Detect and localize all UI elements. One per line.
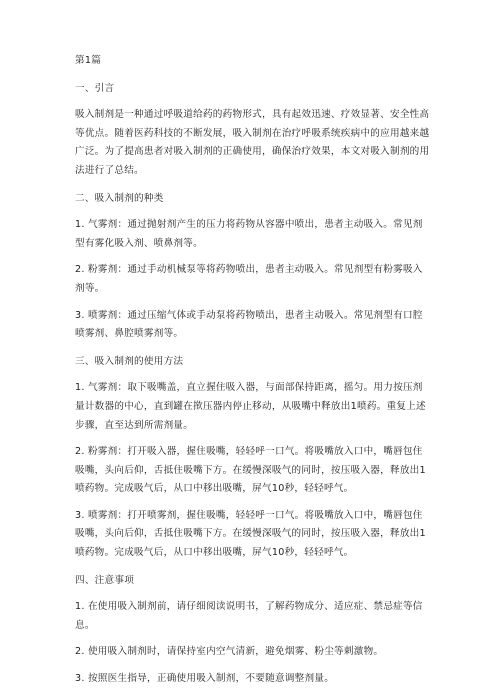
paragraph-line: 吸嘴，头向后仰，舌抵住吸嘴下方。在缓慢深吸气的同时，按压吸入器，释放出1 xyxy=(75,528,426,540)
paragraph-line: 3. 喷雾剂：打开喷雾剂，握住吸嘴，轻轻呼一口气。将吸嘴放入口中，嘴唇包住 xyxy=(75,509,423,521)
paragraph xyxy=(75,307,435,344)
section-heading: 二、吸入制剂的种类 xyxy=(75,192,164,204)
paragraph-line: 3. 按照医生指导，正确使用吸入制剂，不要随意调整剂量。 xyxy=(75,673,335,685)
paragraph-line: 步骤，直至达到所需剂量。 xyxy=(75,419,194,431)
paragraph-line: 广泛。为了提高患者对吸入制剂的正确使用，确保治疗效果，本文对吸入制剂的用 xyxy=(75,146,430,158)
paragraph-line: 法进行了总结。 xyxy=(75,164,144,176)
document-label: 第1篇 xyxy=(75,55,102,66)
document-page xyxy=(75,52,435,689)
paragraph-line: 等优点。随着医药科技的不断发展，吸入制剂在治疗呼吸系统疾病中的应用越来越 xyxy=(75,127,430,139)
paragraph xyxy=(75,670,435,689)
paragraph xyxy=(75,379,435,435)
paragraph xyxy=(75,643,435,662)
paragraph-line: 1. 气雾剂：通过抛射剂产生的压力将药物从容器中喷出，患者主动吸入。常见剂 xyxy=(75,219,423,231)
paragraph-line: 吸嘴，头向后仰，舌抵住吸嘴下方。在缓慢深吸气的同时，按压吸入器，释放出1 xyxy=(75,464,426,476)
paragraph-line: 喷药物。完成吸气后，从口中移出吸嘴，屏气10秒，轻轻呼气。 xyxy=(75,483,354,495)
paragraph xyxy=(75,507,435,563)
paragraph-line: 2. 使用吸入制剂时，请保持室内空气清新，避免烟雾、粉尘等刺激物。 xyxy=(75,646,384,658)
section-heading: 三、吸入制剂的使用方法 xyxy=(75,355,184,367)
section-heading: 一、引言 xyxy=(75,82,115,94)
paragraph-line: 2. 粉雾剂：通过手动机械泵等将药物喷出，患者主动吸入。常见剂型有粉雾吸入 xyxy=(75,264,423,276)
paragraph-line: 型有雾化吸入剂、喷鼻剂等。 xyxy=(75,237,203,249)
paragraph xyxy=(75,216,435,253)
paragraph-line: 量计数器的中心，直到罐在揿压器内停止移动，从吸嘴中释放出1喷药。重复上述 xyxy=(75,400,426,412)
paragraph xyxy=(75,598,435,635)
paragraph-line: 剂等。 xyxy=(75,282,105,294)
paragraph-line: 1. 在使用吸入制剂前，请仔细阅读说明书，了解药物成分、适应症、禁忌症等信 xyxy=(75,601,423,613)
paragraph xyxy=(75,443,435,499)
paragraph-line: 喷药物。完成吸气后，从口中移出吸嘴，屏气10秒，轻轻呼气。 xyxy=(75,547,354,559)
paragraph-line: 3. 喷雾剂：通过压缩气体或手动泵将药物喷出，患者主动吸入。常见剂型有口腔 xyxy=(75,309,423,321)
paragraph xyxy=(75,106,435,180)
paragraph-line: 2. 粉雾剂：打开吸入器，握住吸嘴，轻轻呼一口气。将吸嘴放入口中，嘴唇包住 xyxy=(75,446,423,458)
paragraph-line: 吸入制剂是一种通过呼吸道给药的药物形式，具有起效迅速、疗效显著、安全性高 xyxy=(75,109,430,121)
section-heading: 四、注意事项 xyxy=(75,574,135,586)
paragraph-line: 1. 气雾剂：取下吸嘴盖，直立握住吸入器，与面部保持距离，摇匀。用力按压剂 xyxy=(75,382,423,394)
paragraph-line: 喷雾剂、鼻腔喷雾剂等。 xyxy=(75,328,184,340)
paragraph xyxy=(75,261,435,298)
paragraph-line: 息。 xyxy=(75,619,95,631)
